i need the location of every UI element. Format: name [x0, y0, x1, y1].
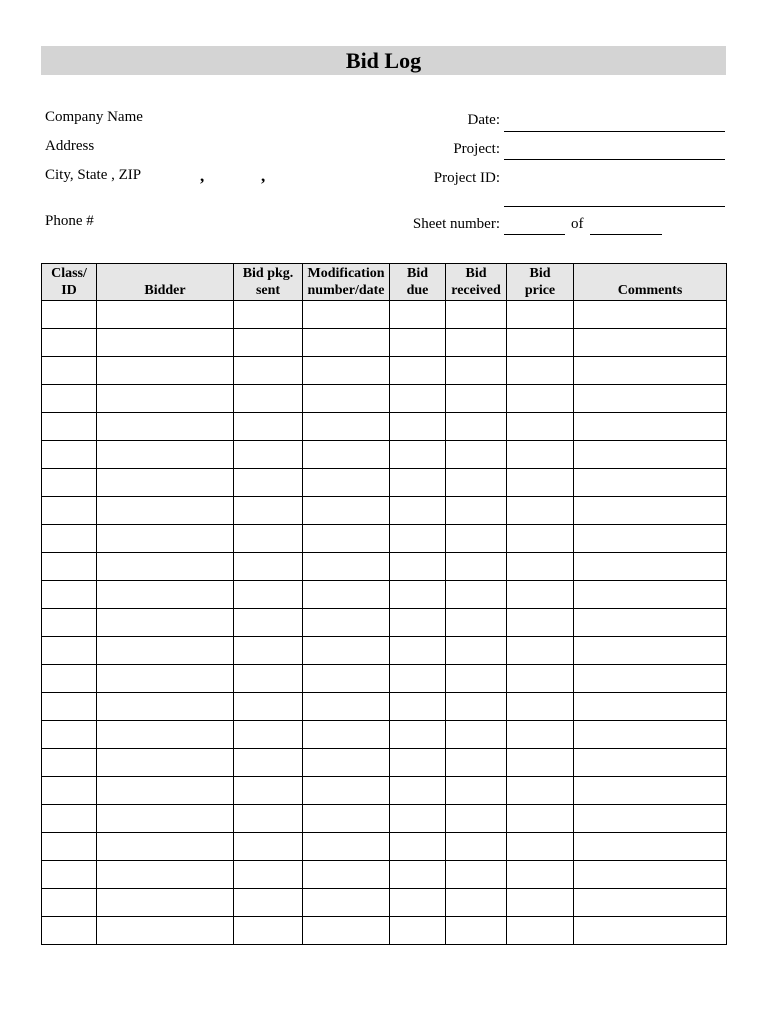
table-row	[42, 721, 727, 749]
table-cell[interactable]	[42, 917, 97, 945]
table-cell[interactable]	[303, 889, 390, 917]
table-cell[interactable]	[42, 413, 97, 441]
table-cell[interactable]	[390, 441, 446, 469]
table-cell[interactable]	[303, 441, 390, 469]
table-cell[interactable]	[446, 749, 507, 777]
bid-log-table	[41, 263, 727, 945]
table-cell[interactable]	[42, 693, 97, 721]
table-cell[interactable]	[390, 357, 446, 385]
table-cell[interactable]	[234, 553, 303, 581]
table-cell[interactable]	[303, 721, 390, 749]
table-cell[interactable]	[303, 609, 390, 637]
table-cell[interactable]	[234, 777, 303, 805]
table-cell[interactable]	[574, 749, 727, 777]
table-cell[interactable]	[390, 525, 446, 553]
table-cell[interactable]	[574, 833, 727, 861]
table-cell[interactable]	[234, 889, 303, 917]
table-cell[interactable]	[390, 693, 446, 721]
table-cell[interactable]	[303, 637, 390, 665]
table-row	[42, 833, 727, 861]
column-header-class-id: Class/ ID	[42, 264, 97, 301]
table-cell[interactable]	[303, 357, 390, 385]
table-cell[interactable]	[234, 525, 303, 553]
table-cell[interactable]	[574, 777, 727, 805]
table-cell[interactable]	[507, 385, 574, 413]
table-cell[interactable]	[97, 609, 234, 637]
table-cell[interactable]	[42, 749, 97, 777]
table-cell[interactable]	[446, 329, 507, 357]
table-cell[interactable]	[390, 665, 446, 693]
table-cell[interactable]	[303, 917, 390, 945]
table-cell[interactable]	[507, 609, 574, 637]
table-cell[interactable]	[507, 301, 574, 329]
table-cell[interactable]	[574, 357, 727, 385]
table-cell[interactable]	[574, 861, 727, 889]
column-header-modification: Modification number/date	[303, 264, 390, 301]
table-cell[interactable]	[446, 665, 507, 693]
company-name-label: Company Name	[45, 109, 143, 125]
table-cell[interactable]	[303, 861, 390, 889]
table-cell[interactable]	[234, 805, 303, 833]
of-label: of	[571, 216, 584, 232]
table-cell[interactable]	[446, 917, 507, 945]
table-cell[interactable]	[507, 637, 574, 665]
table-row	[42, 357, 727, 385]
table-cell[interactable]	[574, 385, 727, 413]
table-cell[interactable]	[446, 525, 507, 553]
project-id-field[interactable]	[504, 206, 725, 207]
table-cell[interactable]	[42, 721, 97, 749]
table-cell[interactable]	[390, 385, 446, 413]
table-cell[interactable]	[446, 609, 507, 637]
table-cell[interactable]	[42, 833, 97, 861]
table-cell[interactable]	[507, 833, 574, 861]
table-cell[interactable]	[97, 497, 234, 525]
table-cell[interactable]	[507, 889, 574, 917]
table-cell[interactable]	[507, 917, 574, 945]
table-cell[interactable]	[507, 665, 574, 693]
table-cell[interactable]	[97, 693, 234, 721]
table-cell[interactable]	[234, 693, 303, 721]
table-cell[interactable]	[42, 609, 97, 637]
table-cell[interactable]	[303, 805, 390, 833]
table-cell[interactable]	[234, 721, 303, 749]
table-row	[42, 301, 727, 329]
table-cell[interactable]	[303, 777, 390, 805]
table-row	[42, 525, 727, 553]
table-cell[interactable]	[97, 553, 234, 581]
table-cell[interactable]	[42, 357, 97, 385]
table-row	[42, 637, 727, 665]
table-cell[interactable]	[234, 385, 303, 413]
table-cell[interactable]	[42, 777, 97, 805]
table-row	[42, 889, 727, 917]
table-cell[interactable]	[574, 301, 727, 329]
table-cell[interactable]	[303, 329, 390, 357]
table-cell[interactable]	[446, 469, 507, 497]
table-cell[interactable]	[42, 497, 97, 525]
table-cell[interactable]	[446, 301, 507, 329]
table-cell[interactable]	[303, 553, 390, 581]
table-cell[interactable]	[446, 553, 507, 581]
table-cell[interactable]	[97, 749, 234, 777]
city-state-zip-label: City, State , ZIP	[45, 167, 142, 183]
table-cell[interactable]	[303, 665, 390, 693]
table-row	[42, 917, 727, 945]
table-cell[interactable]	[390, 497, 446, 525]
table-cell[interactable]	[303, 385, 390, 413]
table-cell[interactable]	[507, 329, 574, 357]
table-cell[interactable]	[574, 525, 727, 553]
table-cell[interactable]	[303, 497, 390, 525]
table-cell[interactable]	[97, 721, 234, 749]
table-cell[interactable]	[42, 385, 97, 413]
table-cell[interactable]	[574, 413, 727, 441]
table-cell[interactable]	[234, 833, 303, 861]
table-cell[interactable]	[507, 749, 574, 777]
table-row	[42, 441, 727, 469]
table-cell[interactable]	[446, 637, 507, 665]
table-cell[interactable]	[42, 581, 97, 609]
table-cell[interactable]	[303, 581, 390, 609]
table-cell[interactable]	[574, 637, 727, 665]
table-cell[interactable]	[97, 469, 234, 497]
table-cell[interactable]	[303, 749, 390, 777]
table-cell[interactable]	[97, 665, 234, 693]
table-cell[interactable]	[574, 329, 727, 357]
table-cell[interactable]	[390, 413, 446, 441]
table-cell[interactable]	[574, 889, 727, 917]
table-cell[interactable]	[390, 833, 446, 861]
column-header-bidder: Bidder	[97, 264, 234, 301]
table-cell[interactable]	[234, 861, 303, 889]
table-cell[interactable]	[390, 721, 446, 749]
table-cell[interactable]	[234, 357, 303, 385]
table-cell[interactable]	[42, 805, 97, 833]
table-cell[interactable]	[390, 637, 446, 665]
page-title: Bid Log	[345, 48, 422, 73]
table-cell[interactable]	[97, 833, 234, 861]
table-cell[interactable]	[507, 581, 574, 609]
table-row	[42, 693, 727, 721]
table-cell[interactable]	[446, 777, 507, 805]
table-cell[interactable]	[97, 441, 234, 469]
table-cell[interactable]	[234, 497, 303, 525]
table-cell[interactable]	[507, 441, 574, 469]
table-cell[interactable]	[574, 665, 727, 693]
table-cell[interactable]	[97, 357, 234, 385]
table-cell[interactable]	[574, 609, 727, 637]
sheet-number-label: Sheet number:	[412, 216, 500, 232]
table-cell[interactable]	[97, 777, 234, 805]
table-cell[interactable]	[574, 497, 727, 525]
table-cell[interactable]	[574, 805, 727, 833]
table-cell[interactable]	[446, 441, 507, 469]
table-cell[interactable]	[446, 721, 507, 749]
table-cell[interactable]	[507, 805, 574, 833]
date-field[interactable]	[504, 131, 725, 132]
table-cell[interactable]	[42, 525, 97, 553]
table-cell[interactable]	[42, 301, 97, 329]
table-cell[interactable]	[507, 693, 574, 721]
table-cell[interactable]	[42, 329, 97, 357]
table-cell[interactable]	[234, 609, 303, 637]
table-cell[interactable]	[390, 553, 446, 581]
table-cell[interactable]	[390, 749, 446, 777]
date-label: Date:	[467, 112, 500, 128]
table-cell[interactable]	[507, 469, 574, 497]
address-label: Address	[45, 138, 95, 154]
table-cell[interactable]	[97, 805, 234, 833]
table-cell[interactable]	[97, 581, 234, 609]
column-header-bid-pkg-sent: Bid pkg. sent	[234, 264, 303, 301]
table-cell[interactable]	[574, 469, 727, 497]
table-cell[interactable]	[97, 413, 234, 441]
table-row	[42, 497, 727, 525]
table-cell[interactable]	[97, 861, 234, 889]
table-cell[interactable]	[574, 581, 727, 609]
table-cell[interactable]	[507, 357, 574, 385]
table-cell[interactable]	[507, 861, 574, 889]
table-cell[interactable]	[507, 777, 574, 805]
sheet-total-field[interactable]	[590, 234, 662, 235]
table-cell[interactable]	[42, 637, 97, 665]
column-header-bid-price: Bid price	[507, 264, 574, 301]
table-cell[interactable]	[42, 469, 97, 497]
column-header-bid-due: Bid due	[390, 264, 446, 301]
project-label: Project:	[453, 141, 500, 157]
table-cell[interactable]	[97, 525, 234, 553]
table-row	[42, 805, 727, 833]
table-cell[interactable]	[97, 301, 234, 329]
table-cell[interactable]	[303, 301, 390, 329]
table-cell[interactable]	[446, 889, 507, 917]
table-cell[interactable]	[446, 833, 507, 861]
project-field[interactable]	[504, 159, 725, 160]
table-row	[42, 861, 727, 889]
table-cell[interactable]	[97, 889, 234, 917]
table-row	[42, 777, 727, 805]
table-row	[42, 665, 727, 693]
table-cell[interactable]	[390, 609, 446, 637]
column-header-bid-received: Bid received	[446, 264, 507, 301]
table-row	[42, 581, 727, 609]
table-cell[interactable]	[574, 721, 727, 749]
table-cell[interactable]	[234, 581, 303, 609]
title-bar	[41, 46, 726, 75]
table-cell[interactable]	[574, 553, 727, 581]
table-cell[interactable]	[234, 749, 303, 777]
table-cell[interactable]	[507, 525, 574, 553]
table-row	[42, 469, 727, 497]
project-id-label: Project ID:	[433, 170, 500, 186]
table-cell[interactable]	[446, 805, 507, 833]
table-cell[interactable]	[234, 637, 303, 665]
table-cell[interactable]	[446, 581, 507, 609]
table-cell[interactable]	[446, 693, 507, 721]
table-cell[interactable]	[390, 581, 446, 609]
table-cell[interactable]	[42, 441, 97, 469]
table-cell[interactable]	[42, 889, 97, 917]
table-cell[interactable]	[390, 917, 446, 945]
table-cell[interactable]	[42, 553, 97, 581]
table-cell[interactable]	[390, 889, 446, 917]
table-cell[interactable]	[446, 385, 507, 413]
table-row	[42, 749, 727, 777]
table-cell[interactable]	[507, 721, 574, 749]
table-cell[interactable]	[507, 497, 574, 525]
table-row	[42, 553, 727, 581]
table-cell[interactable]	[446, 861, 507, 889]
table-cell[interactable]	[234, 301, 303, 329]
table-cell[interactable]	[507, 553, 574, 581]
table-cell[interactable]	[507, 413, 574, 441]
table-cell[interactable]	[446, 413, 507, 441]
table-cell[interactable]	[446, 357, 507, 385]
table-cell[interactable]	[390, 777, 446, 805]
table-cell[interactable]	[42, 665, 97, 693]
table-header-row	[42, 264, 727, 301]
table-cell[interactable]	[574, 917, 727, 945]
phone-label: Phone #	[45, 213, 94, 229]
table-cell[interactable]	[97, 329, 234, 357]
table-cell[interactable]	[234, 329, 303, 357]
table-cell[interactable]	[97, 385, 234, 413]
state-comma: ,	[261, 166, 266, 185]
table-cell[interactable]	[303, 693, 390, 721]
table-cell[interactable]	[390, 805, 446, 833]
table-cell[interactable]	[234, 469, 303, 497]
table-cell[interactable]	[446, 497, 507, 525]
table-cell[interactable]	[574, 441, 727, 469]
table-cell[interactable]	[303, 833, 390, 861]
table-cell[interactable]	[97, 637, 234, 665]
table-cell[interactable]	[42, 861, 97, 889]
table-cell[interactable]	[97, 917, 234, 945]
table-row	[42, 609, 727, 637]
table-row	[42, 329, 727, 357]
table-cell[interactable]	[234, 413, 303, 441]
table-cell[interactable]	[234, 441, 303, 469]
table-cell[interactable]	[390, 861, 446, 889]
table-cell[interactable]	[234, 917, 303, 945]
table-cell[interactable]	[234, 665, 303, 693]
table-cell[interactable]	[390, 301, 446, 329]
table-cell[interactable]	[303, 469, 390, 497]
table-cell[interactable]	[390, 469, 446, 497]
table-row	[42, 385, 727, 413]
table-row	[42, 413, 727, 441]
table-cell[interactable]	[574, 693, 727, 721]
table-cell[interactable]	[390, 329, 446, 357]
city-comma: ,	[200, 166, 205, 185]
table-cell[interactable]	[303, 525, 390, 553]
table-cell[interactable]	[303, 413, 390, 441]
column-header-comments: Comments	[574, 264, 727, 301]
sheet-number-field[interactable]	[504, 234, 565, 235]
